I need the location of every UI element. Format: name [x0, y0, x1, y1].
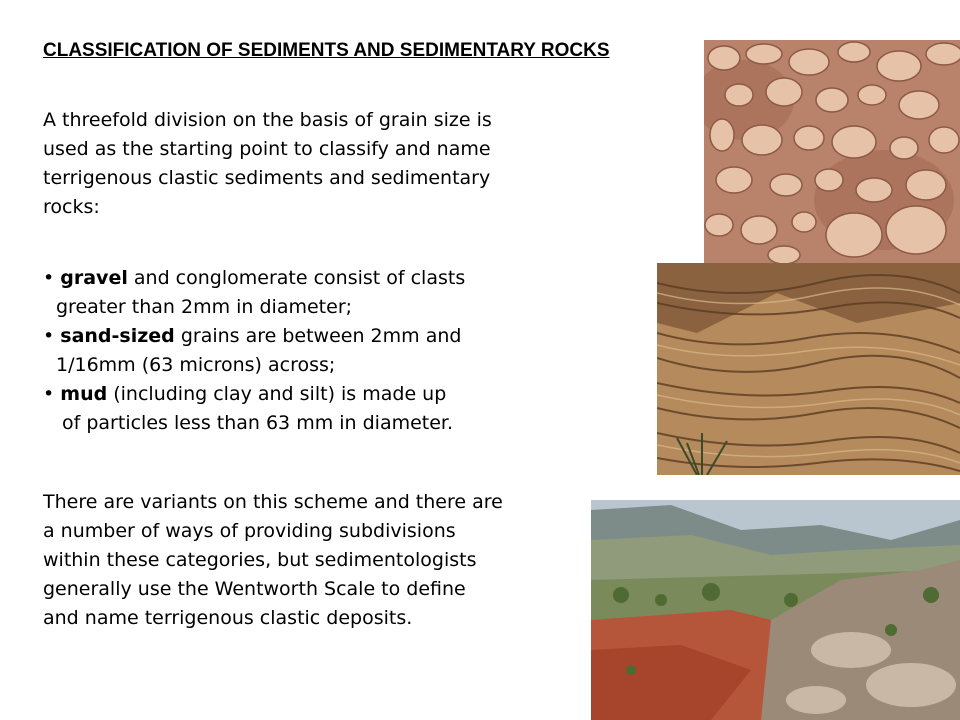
bullet-text: grains are between 2mm and	[174, 325, 462, 347]
bullet-marker: •	[43, 325, 55, 347]
bullet-continuation: 1/16mm (63 microns) across;	[56, 354, 336, 376]
sandstone-photo	[657, 263, 960, 475]
term-gravel: gravel	[60, 267, 128, 289]
term-sand-sized: sand-sized	[60, 325, 175, 347]
bullet-marker: •	[43, 383, 55, 405]
intro-line: A threefold division on the basis of grain size is	[43, 109, 492, 131]
bullet-continuation: greater than 2mm in diameter;	[56, 296, 353, 318]
landscape-photo	[591, 500, 960, 720]
intro-line: terrigenous clastic sediments and sedimentary	[43, 167, 491, 189]
closing-line: within these categories, but sedimentologists	[43, 549, 477, 571]
closing-line: and name terrigenous clastic deposits.	[43, 607, 413, 629]
closing-line: There are variants on this scheme and there are	[43, 491, 503, 513]
closing-line: a number of ways of providing subdivisions	[43, 520, 456, 542]
grain-size-list	[43, 264, 603, 438]
bullet-marker: •	[43, 267, 55, 289]
intro-line: rocks:	[43, 196, 100, 218]
intro-paragraph	[43, 106, 603, 222]
closing-line: generally use the Wentworth Scale to define	[43, 578, 466, 600]
gravel-photo	[704, 40, 960, 263]
intro-line: used as the starting point to classify and name	[43, 138, 491, 160]
closing-paragraph	[43, 488, 603, 633]
list-item-mud	[43, 380, 603, 438]
bullet-continuation: of particles less than 63 mm in diameter.	[62, 412, 454, 434]
term-mud: mud	[60, 383, 108, 405]
bullet-text: (including clay and silt) is made up	[107, 383, 447, 405]
bullet-text: and conglomerate consist of clasts	[127, 267, 466, 289]
slide-title: CLASSIFICATION OF SEDIMENTS AND SEDIMENTARY ROCKS	[43, 40, 610, 61]
list-item-sand	[43, 322, 603, 380]
list-item-gravel	[43, 264, 603, 322]
